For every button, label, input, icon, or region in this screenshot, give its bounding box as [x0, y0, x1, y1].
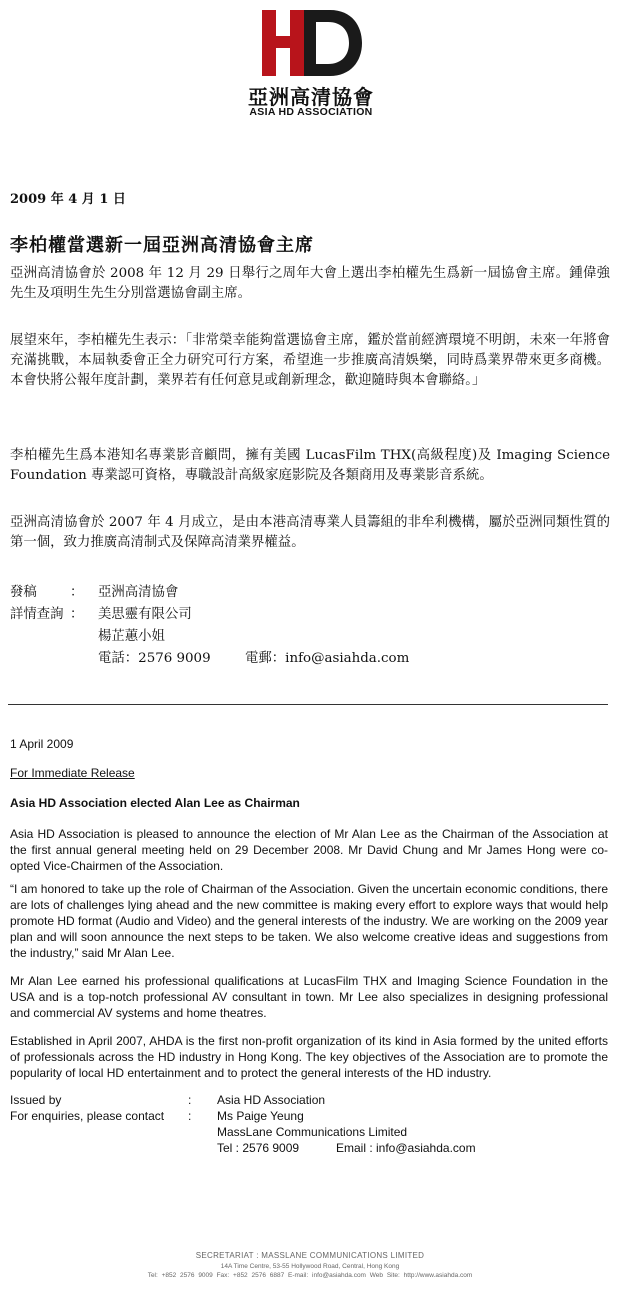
- english-enquiry-label: For enquiries, please contact: [10, 1109, 165, 1123]
- logo-chinese-name: 亞洲高清協會: [248, 85, 374, 109]
- chinese-headline: 李柏權當選新一屆亞洲高清協會主席: [10, 235, 314, 256]
- logo-english-name: ASIA HD ASSOCIATION: [249, 106, 373, 118]
- chinese-email: 電郵：info@asiahda.com: [245, 651, 410, 666]
- chinese-paragraph: 展望來年，李柏權先生表示：「非常榮幸能夠當選協會主席，鑑於當前經濟環境不明朗，未來一年將會充滿挑戰，本屆執委會正全力研究可行方案，希望進一步推廣高清娛樂，同時爲業界帶來更多商機。本會快將公報年度計劃，業界若有任何意見或創新理念，歡迎隨時與本會聯絡。」: [10, 333, 610, 388]
- english-enquiry-colon: :: [188, 1109, 192, 1123]
- release-label: For Immediate Release: [10, 766, 135, 780]
- section-divider: [8, 704, 608, 705]
- english-issued-label: Issued by: [10, 1093, 62, 1107]
- hd-logo-icon: [258, 8, 364, 80]
- footer-secretariat: SECRETARIAT : MASSLANE COMMUNICATIONS LIMITED: [195, 1251, 425, 1260]
- chinese-issued-label: 發稿: [10, 585, 37, 600]
- chinese-issued-colon: ：: [70, 585, 84, 600]
- english-issued-colon: :: [188, 1093, 192, 1107]
- chinese-contact-person: 楊芷蕙小姐: [98, 629, 165, 644]
- english-date: 1 April 2009: [10, 737, 74, 751]
- chinese-enquiry-label: 詳情查詢: [10, 607, 64, 622]
- english-company: MassLane Communications Limited: [217, 1125, 408, 1139]
- english-issued-value: Asia HD Association: [217, 1093, 326, 1107]
- english-paragraph: Established in April 2007, AHDA is the first non-profit organization of its kind in Asia formed by the united efforts of professionals across the HD industry in Hong Kong. The key objectives of the Association are to promote the popularity of local HD entertainment and to protect the general interests of the HD industry.: [10, 1034, 608, 1080]
- chinese-paragraph: 李柏權先生爲本港知名專業影音顧問，擁有美國 LucasFilm THX(高級程度)及 Imaging Science Foundation 專業認可資格，專職設計高級家庭影院及各類商用及專業影音系統。: [10, 448, 610, 483]
- english-tel: Tel : 2576 9009: [217, 1141, 300, 1155]
- english-paragraph: Mr Alan Lee earned his professional qualifications at LucasFilm THX and Imaging Science Foundation in the USA and is a top-notch professional AV consultant in town. Mr Lee also specializes in designing professional and commercial AV systems and home theatres.: [10, 974, 608, 1020]
- asia-hd-association-logo: [236, 8, 386, 118]
- chinese-paragraph: 亞洲高清協會於 2007 年 4 月成立，是由本港高清專業人員籌組的非牟利機構，屬於亞洲同類性質的第一個，致力推廣高清制式及保障高清業界權益。: [10, 515, 610, 550]
- english-paragraph: “I am honored to take up the role of Chairman of the Association. Given the uncertain economic conditions, there are lots of challenges lying ahead and the new committee is making every effort to explore ways that would help promote HD format (Audio and Video) and the general interests of the industry. We are working on the 2009 year plan and will soon announce the next steps to be taken. We also welcome creative ideas and suggestions from the industry,” said Mr Alan Lee.: [10, 882, 608, 960]
- english-email: Email : info@asiahda.com: [336, 1141, 476, 1155]
- chinese-issued-value: 亞洲高清協會: [98, 585, 179, 600]
- english-contact-person: Ms Paige Yeung: [217, 1109, 304, 1123]
- footer-address: 14A Time Centre, 53-55 Hollywood Road, Central, Hong Kong: [220, 1263, 400, 1270]
- footer-contacts: Tel: +852 2576 9009 Fax: +852 2576 6887 E-mail: info@asiahda.com Web Site: http://www.asiahda.com: [147, 1272, 473, 1279]
- chinese-date: 2009 年 4 月 1 日: [10, 192, 126, 207]
- chinese-paragraph: 亞洲高清協會於 2008 年 12 月 29 日舉行之周年大會上選出李柏權先生爲新一屆協會主席。鍾偉強先生及項明生先生分別當選協會副主席。: [10, 266, 610, 301]
- english-paragraph: Asia HD Association is pleased to announce the election of Mr Alan Lee as the Chairman of the Association at the first annual general meeting held on 29 December 2008. Mr David Chung and Mr James Hong were co-opted Vice-Chairmen of the Association.: [10, 827, 608, 873]
- chinese-enquiry-colon: ：: [70, 607, 84, 622]
- chinese-tel: 電話：2576 9009: [98, 651, 211, 666]
- english-headline: Asia HD Association elected Alan Lee as Chairman: [10, 796, 300, 810]
- chinese-company: 美思靈有限公司: [98, 607, 192, 622]
